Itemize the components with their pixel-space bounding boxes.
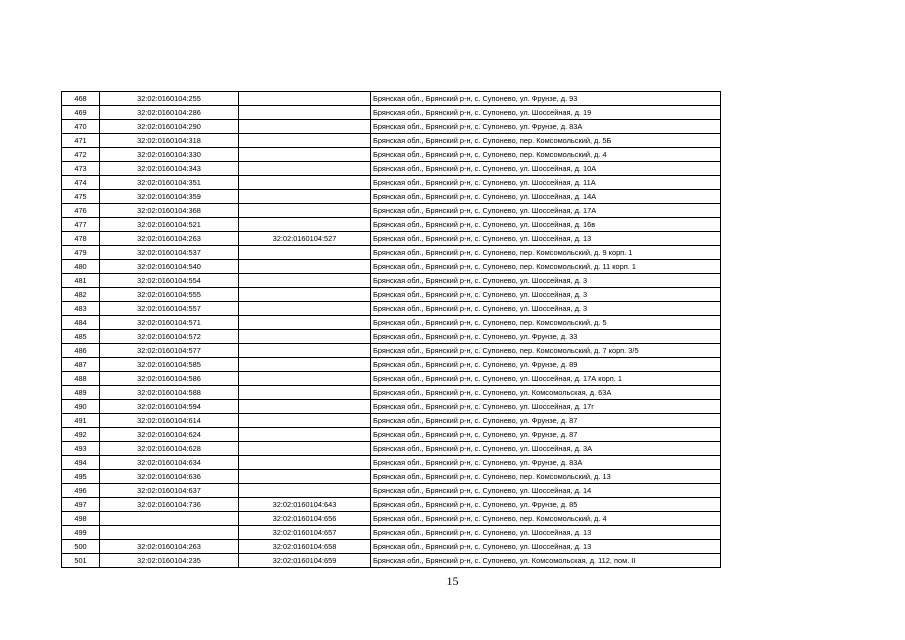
cadastral-number-cell: 32:02:0160104:594 [100,400,239,414]
row-number-cell: 470 [62,120,100,134]
address-cell: Брянская обл., Брянский р-н, с. Супонево, ул. Шоссейная, д. 3 [371,274,721,288]
row-number-cell: 483 [62,302,100,316]
table-row [62,232,721,246]
address-cell: Брянская обл., Брянский р-н, с. Супонево, ул. Фрунзе, д. 83А [371,456,721,470]
related-cadastral-number-cell [239,428,371,442]
row-number-cell: 471 [62,134,100,148]
row-number-cell: 477 [62,218,100,232]
related-cadastral-number-cell [239,484,371,498]
row-number-cell: 484 [62,316,100,330]
table-row [62,330,721,344]
related-cadastral-number-cell [239,442,371,456]
table-row [62,512,721,526]
address-cell: Брянская обл., Брянский р-н, с. Супонево, ул. Шоссейная, д. 19 [371,106,721,120]
table-body [62,92,721,568]
table-row [62,526,721,540]
cadastral-number-cell: 32:02:0160104:537 [100,246,239,260]
table-row [62,204,721,218]
address-cell: Брянская обл., Брянский р-н, с. Супонево, ул. Комсомольская, д. 112, пом. II [371,554,721,568]
related-cadastral-number-cell: 32:02:0160104:656 [239,512,371,526]
related-cadastral-number-cell [239,386,371,400]
row-number-cell: 501 [62,554,100,568]
cadastral-number-cell: 32:02:0160104:554 [100,274,239,288]
table-row [62,120,721,134]
related-cadastral-number-cell [239,148,371,162]
address-cell: Брянская обл., Брянский р-н, с. Супонево, ул. Шоссейная, д. 16в [371,218,721,232]
page-number: 15 [446,574,459,588]
address-cell: Брянская обл., Брянский р-н, с. Супонево, пер. Комсомольский, д. 7 корп. 3/5 [371,344,721,358]
related-cadastral-number-cell [239,316,371,330]
address-cell: Брянская обл., Брянский р-н, с. Супонево, ул. Фрунзе, д. 93 [371,92,721,106]
row-number-cell: 473 [62,162,100,176]
cadastral-number-cell: 32:02:0160104:634 [100,456,239,470]
table-row [62,344,721,358]
address-cell: Брянская обл., Брянский р-н, с. Супонево, пер. Комсомольский, д. 5 [371,316,721,330]
table-row [62,400,721,414]
cadastral-number-cell [100,512,239,526]
cadastral-number-cell: 32:02:0160104:572 [100,330,239,344]
address-cell: Брянская обл., Брянский р-н, с. Супонево, ул. Фрунзе, д. 89 [371,358,721,372]
table-row [62,288,721,302]
cadastral-number-cell: 32:02:0160104:521 [100,218,239,232]
cadastral-number-cell: 32:02:0160104:624 [100,428,239,442]
row-number-cell: 485 [62,330,100,344]
cadastral-number-cell: 32:02:0160104:614 [100,414,239,428]
cadastral-number-cell: 32:02:0160104:351 [100,176,239,190]
address-cell: Брянская обл., Брянский р-н, с. Супонево, ул. Шоссейная, д. 17г [371,400,721,414]
row-number-cell: 498 [62,512,100,526]
table-row [62,456,721,470]
row-number-cell: 478 [62,232,100,246]
row-number-cell: 487 [62,358,100,372]
table-row [62,162,721,176]
cadastral-number-cell: 32:02:0160104:588 [100,386,239,400]
row-number-cell: 492 [62,428,100,442]
cadastral-number-cell: 32:02:0160104:736 [100,498,239,512]
cadastral-number-cell: 32:02:0160104:628 [100,442,239,456]
cadastral-number-cell: 32:02:0160104:555 [100,288,239,302]
related-cadastral-number-cell [239,456,371,470]
row-number-cell: 500 [62,540,100,554]
table-row [62,414,721,428]
address-cell: Брянская обл., Брянский р-н, с. Супонево, ул. Шоссейная, д. 14А [371,190,721,204]
related-cadastral-number-cell [239,106,371,120]
address-cell: Брянская обл., Брянский р-н, с. Супонево, ул. Шоссейная, д. 3А [371,442,721,456]
related-cadastral-number-cell [239,260,371,274]
row-number-cell: 468 [62,92,100,106]
related-cadastral-number-cell [239,274,371,288]
related-cadastral-number-cell [239,288,371,302]
table-row [62,316,721,330]
cadastral-number-cell: 32:02:0160104:368 [100,204,239,218]
row-number-cell: 489 [62,386,100,400]
row-number-cell: 496 [62,484,100,498]
related-cadastral-number-cell [239,134,371,148]
cadastral-number-cell: 32:02:0160104:290 [100,120,239,134]
address-cell: Брянская обл., Брянский р-н, с. Супонево, ул. Фрунзе, д. 83А [371,120,721,134]
table-row [62,554,721,568]
address-cell: Брянская обл., Брянский р-н, с. Супонево, ул. Шоссейная, д. 3 [371,302,721,316]
address-cell: Брянская обл., Брянский р-н, с. Супонево, ул. Шоссейная, д. 13 [371,526,721,540]
table-row [62,302,721,316]
cadastral-number-cell: 32:02:0160104:636 [100,470,239,484]
related-cadastral-number-cell [239,162,371,176]
cadastral-number-cell: 32:02:0160104:557 [100,302,239,316]
table-row [62,428,721,442]
table-row [62,442,721,456]
row-number-cell: 476 [62,204,100,218]
cadastral-number-cell: 32:02:0160104:318 [100,134,239,148]
address-cell: Брянская обл., Брянский р-н, с. Супонево, ул. Фрунзе, д. 87 [371,414,721,428]
address-cell: Брянская обл., Брянский р-н, с. Супонево, пер. Комсомольский, д. 4 [371,148,721,162]
table-row [62,148,721,162]
related-cadastral-number-cell [239,246,371,260]
row-number-cell: 486 [62,344,100,358]
row-number-cell: 493 [62,442,100,456]
table-row [62,134,721,148]
related-cadastral-number-cell: 32:02:0160104:643 [239,498,371,512]
row-number-cell: 479 [62,246,100,260]
cadastral-number-cell: 32:02:0160104:637 [100,484,239,498]
address-cell: Брянская обл., Брянский р-н, с. Супонево, пер. Комсомольский, д. 4 [371,512,721,526]
row-number-cell: 474 [62,176,100,190]
row-number-cell: 480 [62,260,100,274]
related-cadastral-number-cell: 32:02:0160104:659 [239,554,371,568]
address-cell: Брянская обл., Брянский р-н, с. Супонево, ул. Фрунзе, д. 87 [371,428,721,442]
related-cadastral-number-cell [239,302,371,316]
cadastral-number-cell: 32:02:0160104:343 [100,162,239,176]
row-number-cell: 475 [62,190,100,204]
cadastral-number-cell: 32:02:0160104:540 [100,260,239,274]
cadastral-number-cell: 32:02:0160104:235 [100,554,239,568]
cadastral-number-cell [100,526,239,540]
cadastral-number-cell: 32:02:0160104:263 [100,232,239,246]
row-number-cell: 482 [62,288,100,302]
row-number-cell: 481 [62,274,100,288]
address-cell: Брянская обл., Брянский р-н, с. Супонево, ул. Фрунзе, д. 85 [371,498,721,512]
related-cadastral-number-cell [239,400,371,414]
related-cadastral-number-cell [239,358,371,372]
related-cadastral-number-cell: 32:02:0160104:658 [239,540,371,554]
table-row [62,246,721,260]
table-row [62,106,721,120]
row-number-cell: 499 [62,526,100,540]
cadastral-number-cell: 32:02:0160104:330 [100,148,239,162]
related-cadastral-number-cell [239,120,371,134]
row-number-cell: 494 [62,456,100,470]
cadastral-number-cell: 32:02:0160104:585 [100,358,239,372]
table-row [62,470,721,484]
address-cell: Брянская обл., Брянский р-н, с. Супонево, ул. Шоссейная, д. 13 [371,232,721,246]
table-row [62,498,721,512]
address-cell: Брянская обл., Брянский р-н, с. Супонево, пер. Комсомольский, д. 13 [371,470,721,484]
related-cadastral-number-cell [239,218,371,232]
related-cadastral-number-cell [239,372,371,386]
address-cell: Брянская обл., Брянский р-н, с. Супонево, ул. Шоссейная, д. 14 [371,484,721,498]
row-number-cell: 488 [62,372,100,386]
related-cadastral-number-cell: 32:02:0160104:657 [239,526,371,540]
table-row [62,386,721,400]
related-cadastral-number-cell [239,92,371,106]
related-cadastral-number-cell [239,470,371,484]
cadastral-number-cell: 32:02:0160104:359 [100,190,239,204]
address-cell: Брянская обл., Брянский р-н, с. Супонево, ул. Шоссейная, д. 17А корп. 1 [371,372,721,386]
address-cell: Брянская обл., Брянский р-н, с. Супонево, пер. Комсомольский, д. 9 корп. 1 [371,246,721,260]
table-row [62,484,721,498]
related-cadastral-number-cell [239,344,371,358]
address-cell: Брянская обл., Брянский р-н, с. Супонево, ул. Шоссейная, д. 17А [371,204,721,218]
cadastral-table [61,91,721,568]
row-number-cell: 469 [62,106,100,120]
cadastral-number-cell: 32:02:0160104:577 [100,344,239,358]
table-row [62,190,721,204]
cadastral-number-cell: 32:02:0160104:263 [100,540,239,554]
table-row [62,260,721,274]
address-cell: Брянская обл., Брянский р-н, с. Супонево, ул. Шоссейная, д. 10А [371,162,721,176]
cadastral-number-cell: 32:02:0160104:586 [100,372,239,386]
address-cell: Брянская обл., Брянский р-н, с. Супонево, ул. Шоссейная, д. 13 [371,540,721,554]
cadastral-number-cell: 32:02:0160104:571 [100,316,239,330]
related-cadastral-number-cell [239,190,371,204]
related-cadastral-number-cell [239,414,371,428]
related-cadastral-number-cell [239,204,371,218]
table-row [62,540,721,554]
table-row [62,92,721,106]
cadastral-number-cell: 32:02:0160104:286 [100,106,239,120]
row-number-cell: 491 [62,414,100,428]
table-row [62,358,721,372]
row-number-cell: 497 [62,498,100,512]
related-cadastral-number-cell [239,330,371,344]
address-cell: Брянская обл., Брянский р-н, с. Супонево, ул. Комсомольская, д. 63А [371,386,721,400]
row-number-cell: 472 [62,148,100,162]
related-cadastral-number-cell: 32:02:0160104:527 [239,232,371,246]
table-row [62,372,721,386]
address-cell: Брянская обл., Брянский р-н, с. Супонево, ул. Шоссейная, д. 3 [371,288,721,302]
address-cell: Брянская обл., Брянский р-н, с. Супонево, ул. Фрунзе, д. 33 [371,330,721,344]
table-row [62,176,721,190]
table-row [62,274,721,288]
row-number-cell: 495 [62,470,100,484]
cadastral-number-cell: 32:02:0160104:255 [100,92,239,106]
related-cadastral-number-cell [239,176,371,190]
address-cell: Брянская обл., Брянский р-н, с. Супонево, пер. Комсомольский, д. 5Б [371,134,721,148]
address-cell: Брянская обл., Брянский р-н, с. Супонево, пер. Комсомольский, д. 11 корп. 1 [371,260,721,274]
row-number-cell: 490 [62,400,100,414]
table-row [62,218,721,232]
address-cell: Брянская обл., Брянский р-н, с. Супонево, ул. Шоссейная, д. 11А [371,176,721,190]
